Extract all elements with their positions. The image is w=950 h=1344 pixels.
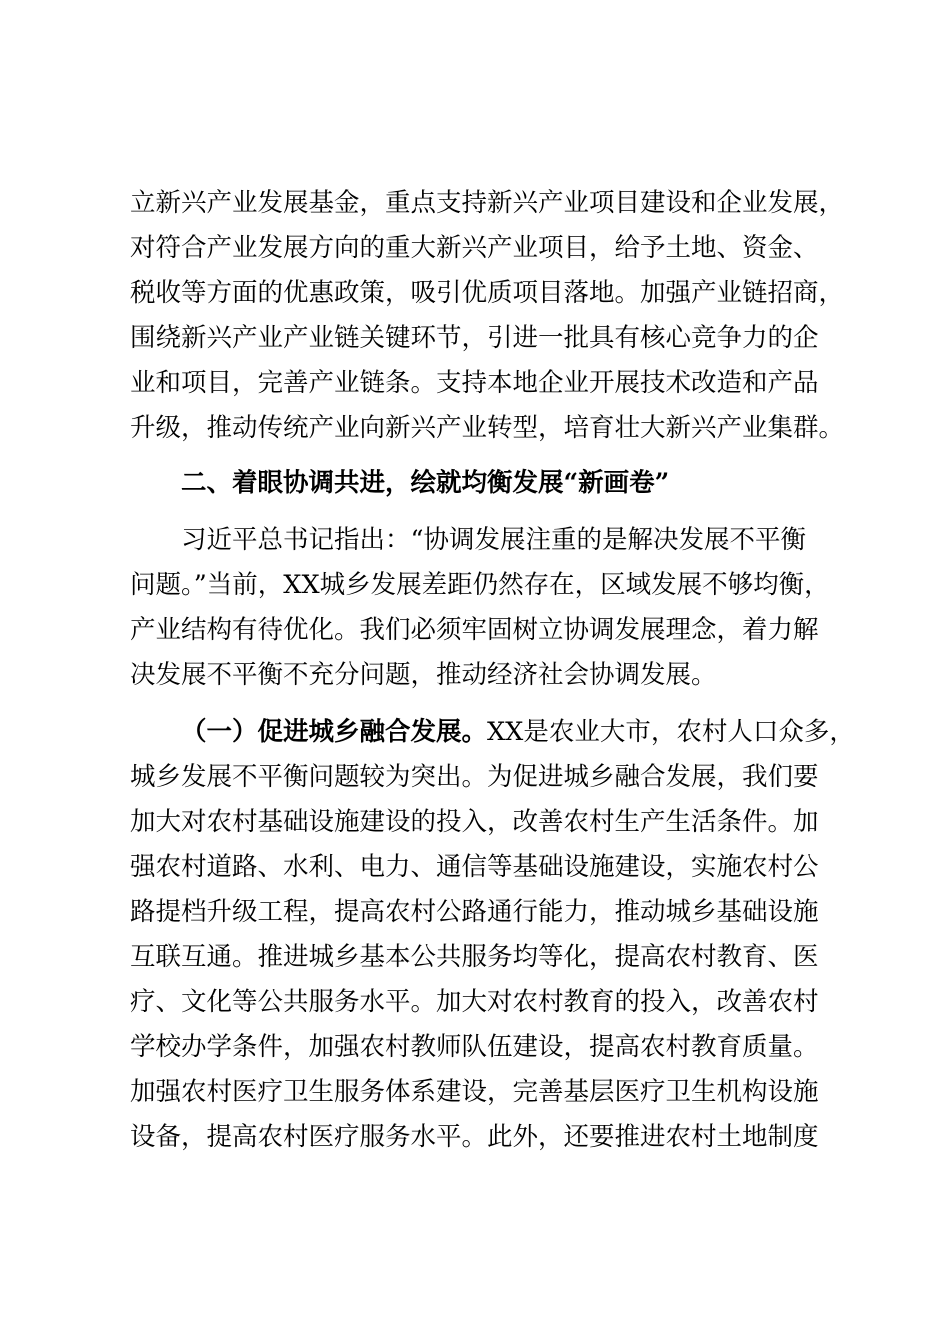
paragraph-line: 加强农村医疗卫生服务体系建设，完善基层医疗卫生机构设施	[130, 1077, 819, 1107]
paragraph-first-line	[130, 710, 855, 755]
paragraph-line: 路提档升级工程，提高农村公路通行能力，推动城乡基础设施	[130, 897, 819, 927]
paragraph-line: 设备，提高农村医疗服务水平。此外，还要推进农村土地制度	[130, 1122, 819, 1152]
paragraph-line: 习近平总书记指出：“协调发展注重的是解决发展不平衡	[181, 525, 807, 555]
paragraph-line: 产业结构有待优化。我们必须牢固树立协调发展理念，着力解	[130, 615, 819, 645]
paragraph-line: 决发展不平衡不充分问题，推动经济社会协调发展。	[130, 660, 717, 690]
paragraph-line: 业和项目，完善产业链条。支持本地企业开展技术改造和产品	[130, 368, 819, 398]
paragraph-line: 加大对农村基础设施建设的投入，改善农村生产生活条件。加	[130, 807, 819, 837]
subsection-one-paragraph	[130, 710, 855, 1160]
paragraph-line: 互联互通。推进城乡基本公共服务均等化，提高农村教育、医	[130, 942, 819, 972]
intro-paragraph	[130, 181, 850, 451]
section-heading: 二、着眼协调共进，绘就均衡发展“新画卷”	[181, 468, 670, 498]
paragraph-line-text: XX是农业大市，农村人口众多，	[487, 717, 855, 747]
paragraph-line: 税收等方面的优惠政策，吸引优质项目落地。加强产业链招商，	[130, 278, 845, 308]
paragraph-line: 强农村道路、水利、电力、通信等基础设施建设，实施农村公	[130, 852, 819, 882]
paragraph-line: 城乡发展不平衡问题较为突出。为促进城乡融合发展，我们要	[130, 762, 819, 792]
paragraph-line: 学校办学条件，加强农村教师队伍建设，提高农村教育质量。	[130, 1032, 819, 1062]
paragraph-line: 问题。”当前，XX城乡发展差距仍然存在，区域发展不够均衡，	[130, 570, 830, 600]
section-two-paragraph	[130, 518, 850, 698]
subsection-lead: （一）促进城乡融合发展。	[181, 717, 488, 747]
paragraph-line: 疗、文化等公共服务水平。加大对农村教育的投入，改善农村	[130, 987, 819, 1017]
paragraph-line: 升级，推动传统产业向新兴产业转型，培育壮大新兴产业集群。	[130, 413, 845, 443]
paragraph-line: 对符合产业发展方向的重大新兴产业项目，给予土地、资金、	[130, 233, 819, 263]
paragraph-line: 围绕新兴产业产业链关键环节，引进一批具有核心竞争力的企	[130, 323, 819, 353]
section-heading-block	[130, 461, 850, 506]
paragraph-line: 立新兴产业发展基金，重点支持新兴产业项目建设和企业发展，	[130, 188, 845, 218]
